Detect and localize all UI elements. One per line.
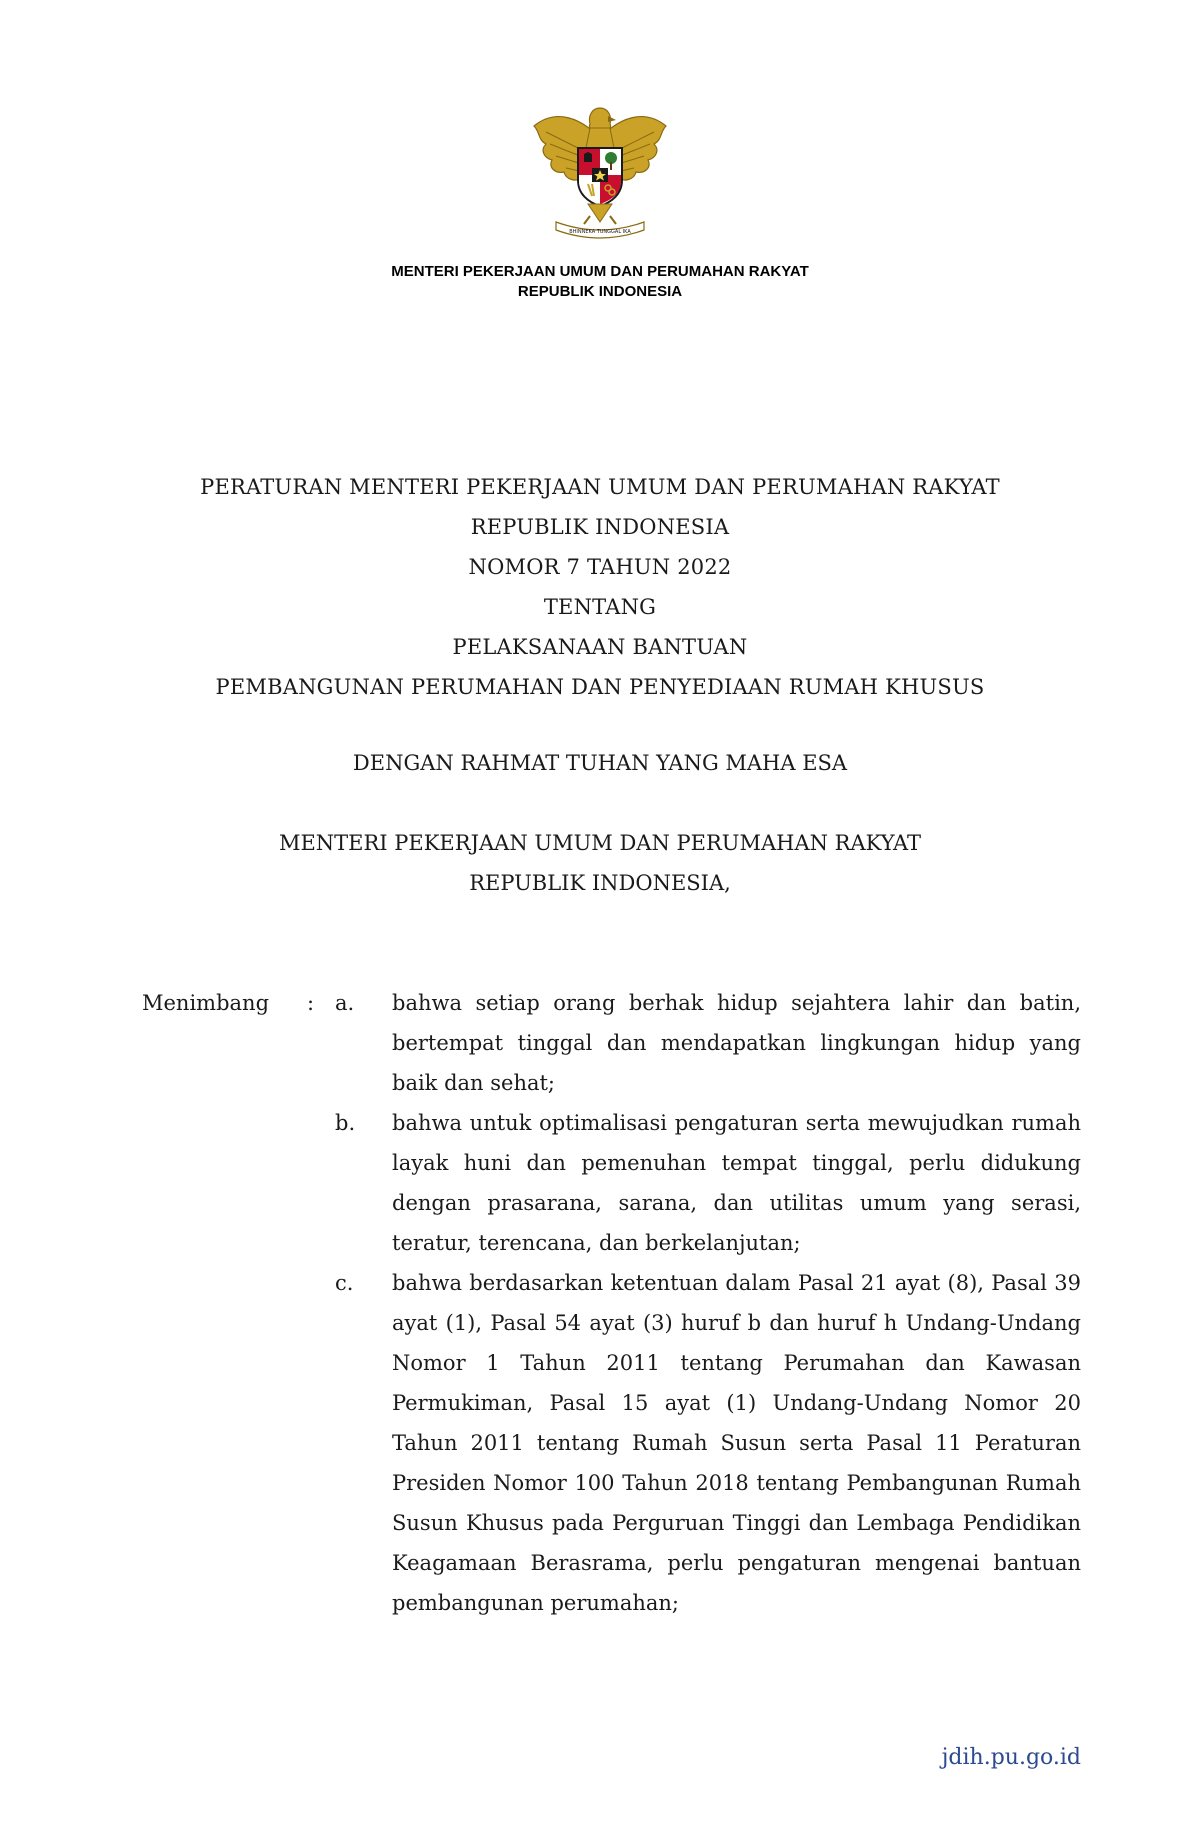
title-line: PERATURAN MENTERI PEKERJAAN UMUM DAN PERUMAHAN RAKYAT [200, 475, 1000, 499]
item-text: bahwa setiap orang berhak hidup sejahtera lahir dan batin, bertempat tinggal dan mendapatkan lingkungan hidup yang baik dan sehat; [392, 991, 1081, 1095]
item-marker: b. [335, 1111, 356, 1135]
title-line: TENTANG [543, 595, 657, 619]
title-line: REPUBLIK INDONESIA [470, 515, 730, 539]
source-link[interactable]: jdih.pu.go.id [941, 1745, 1081, 1770]
item-text: bahwa berdasarkan ketentuan dalam Pasal 21 ayat (8), Pasal 39 ayat (1), Pasal 54 ayat (3) huruf b dan huruf h Undang-Undang Nomor 1 Tahun 2011 tentang Perumahan dan Kawasan Permukiman, Pasal 15 ayat (1) Undang-Undang Nomor 20 Tahun 2011 tentang Rumah Susun serta Pasal 11 Peraturan Presiden Nomor 100 Tahun 2018 tentang Pembangunan Rumah Susun Khusus pada Perguruan Tinggi dan Lembaga Pendidikan Keagamaan Berasrama, perlu pengaturan mengenai bantuan pembangunan perumahan; [392, 1271, 1081, 1615]
regulation-title [0, 467, 1200, 707]
considerations-colon: : [307, 991, 315, 1015]
item-marker: c. [335, 1271, 354, 1295]
considerations-label: Menimbang [142, 991, 270, 1015]
minister-heading [0, 823, 1200, 903]
minister-line1: MENTERI PEKERJAAN UMUM DAN PERUMAHAN RAKYAT [278, 831, 922, 855]
minister-line2: REPUBLIK INDONESIA, [469, 871, 731, 895]
title-line: PEMBANGUNAN PERUMAHAN DAN PENYEDIAAN RUMAH KHUSUS [215, 675, 985, 699]
title-line: NOMOR 7 TAHUN 2022 [468, 555, 732, 579]
ministry-header [0, 262, 1200, 302]
garuda-emblem-icon [526, 98, 674, 246]
emblem-motto: BHINNEKA TUNGGAL IKA [569, 229, 631, 235]
item-marker: a. [335, 991, 355, 1015]
blessing-line: DENGAN RAHMAT TUHAN YANG MAHA ESA [352, 751, 848, 775]
ministry-header-line2: REPUBLIK INDONESIA [517, 283, 683, 300]
ministry-header-line1: MENTERI PEKERJAAN UMUM DAN PERUMAHAN RAKYAT [391, 263, 809, 280]
title-line: PELAKSANAAN BANTUAN [452, 635, 748, 659]
item-text: bahwa untuk optimalisasi pengaturan serta mewujudkan rumah layak huni dan pemenuhan tempat tinggal, perlu didukung dengan prasarana, sarana, dan utilitas umum yang serasi, teratur, terencana, dan berkelanjutan; [392, 1111, 1081, 1255]
